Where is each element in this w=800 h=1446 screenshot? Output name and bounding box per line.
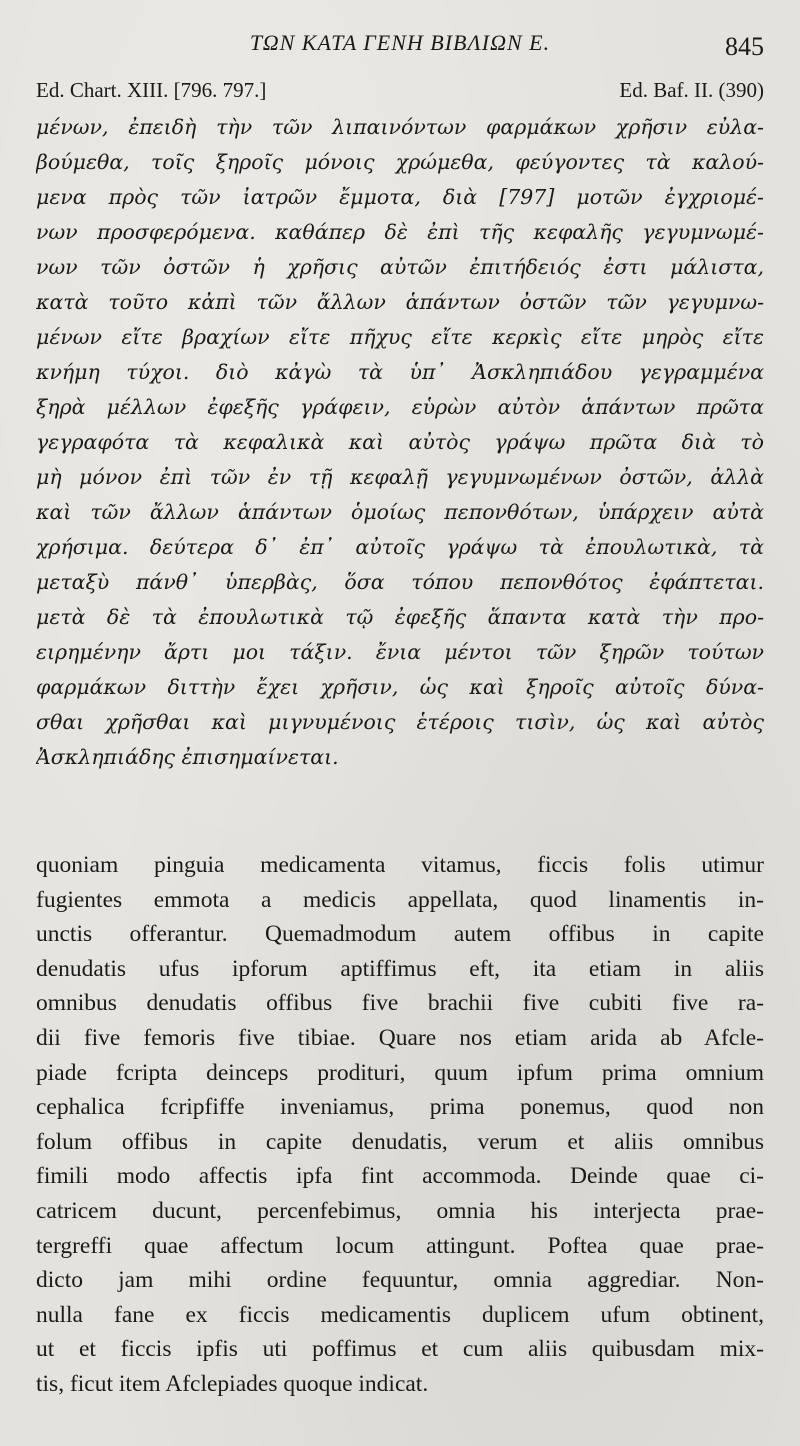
greek-line: ξηρὰ μέλλων ἐφεξῆς γράφειν, εὑρὼν αὐτὸν ἁπάντων πρῶτα: [36, 395, 764, 419]
latin-line: nulla fane ex ficcis medicamentis duplicem ufum obtinent,: [36, 1301, 764, 1328]
greek-line: σθαι χρῆσθαι καὶ μιγνυμένοις ἑτέροις τισὶν, ὡς καὶ αὐτὸς: [36, 710, 764, 734]
latin-line: omnibus denudatis offibus five brachii five cubiti five ra-: [36, 990, 764, 1017]
greek-line: μὴ μόνον ἐπὶ τῶν ἐν τῇ κεφαλῇ γεγυμνωμένων ὀστῶν, ἀλλὰ: [36, 465, 764, 489]
greek-line: μετὰ δὲ τὰ ἐπουλωτικὰ τῷ ἐφεξῆς ἅπαντα κατὰ τὴν προ-: [36, 605, 764, 629]
greek-line: μεταξὺ πάνθ᾽ ὑπερβὰς, ὅσα τόπου πεπονθότος ἐφάπτεται.: [36, 570, 764, 594]
latin-line: fugientes emmota a medicis appellata, quod linamentis in-: [36, 886, 764, 913]
edition-reference-line: [36, 78, 764, 106]
latin-text-block: [36, 848, 764, 1402]
edition-chart-reference: Ed. Chart. XIII. [796. 797.]: [36, 78, 267, 102]
latin-line: fimili modo affectis ipfa fint accommoda. Deinde quae ci-: [36, 1163, 764, 1190]
greek-line: μένων, ἐπειδὴ τὴν τῶν λιπαινόντων φαρμάκων χρῆσιν εὐλα-: [36, 115, 764, 139]
latin-line: dicto jam mihi ordine fequuntur, omnia aggrediar. Non-: [36, 1267, 764, 1294]
greek-line: γεγραφότα τὰ κεφαλικὰ καὶ αὐτὸς γράψω πρῶτα διὰ τὸ: [36, 430, 764, 454]
latin-line: ut et ficcis ipfis uti poffimus et cum aliis quibusdam mix-: [36, 1336, 764, 1363]
latin-line: dii five femoris five tibiae. Quare nos etiam arida ab Afcle-: [36, 1024, 764, 1051]
greek-line: καὶ τῶν ἄλλων ἁπάντων ὁμοίως πεπονθότων, ὑπάρχειν αὐτὰ: [36, 500, 764, 524]
greek-line: ειρημένην ἄρτι μοι τάξιν. ἔνια μέντοι τῶν ξηρῶν τούτων: [36, 640, 764, 664]
greek-line: μενα πρὸς τῶν ἰατρῶν ἔμμοτα, διὰ [797] μοτῶν ἐγχριομέ-: [36, 185, 764, 209]
greek-line: κατὰ τοῦτο κἀπὶ τῶν ἄλλων ἁπάντων ὀστῶν τῶν γεγυμνω-: [36, 290, 764, 314]
latin-line: catricem ducunt, percenfebimus, omnia his interjecta prae-: [36, 1197, 764, 1224]
greek-line: φαρμάκων διττὴν ἔχει χρῆσιν, ὡς καὶ ξηροῖς αὐτοῖς δύνα-: [36, 675, 764, 699]
greek-text-block: [36, 110, 764, 775]
latin-line: folum offibus in capite denudatis, verum et aliis omnibus: [36, 1128, 764, 1155]
running-title: ΤΩΝ ΚΑΤΑ ΓΕΝΗ ΒΙΒΛΙΩΝ Ε.: [249, 30, 551, 55]
page-number: 845: [725, 32, 764, 61]
greek-line: Ἀσκληπιάδης ἐπισημαίνεται.: [36, 745, 339, 769]
greek-line: βούμεθα, τοῖς ξηροῖς μόνοις χρώμεθα, φεύγοντες τὰ καλού-: [36, 150, 764, 174]
latin-line: tis, ficut item Afclepiades quoque indicat.: [36, 1370, 429, 1397]
latin-line: unctis offerantur. Quemadmodum autem offibus in capite: [36, 921, 764, 948]
latin-line: piade fcripta deinceps prodituri, quum ipfum prima omnium: [36, 1059, 764, 1086]
latin-line: tergreffi quae affectum locum attingunt. Poftea quae prae-: [36, 1232, 764, 1259]
latin-line: cephalica fcripfiffe inveniamus, prima ponemus, quod non: [36, 1094, 764, 1121]
greek-line: κνήμη τύχοι. διὸ κἀγὼ τὰ ὑπ᾽ Ἀσκληπιάδου γεγραμμένα: [36, 360, 764, 384]
latin-line: quoniam pinguia medicamenta vitamus, ficcis folis utimur: [36, 852, 764, 878]
greek-line: μένων εἴτε βραχίων εἴτε πῆχυς εἴτε κερκὶς εἴτε μηρὸς εἴτε: [36, 325, 764, 349]
greek-line: νων προσφερόμενα. καθάπερ δὲ ἐπὶ τῆς κεφαλῆς γεγυμνωμέ-: [36, 220, 764, 244]
greek-line: χρήσιμα. δεύτερα δ᾽ ἐπ᾽ αὐτοῖς γράψω τὰ ἐπουλωτικὰ, τὰ: [36, 535, 764, 559]
edition-basel-reference: Ed. Baf. II. (390): [619, 78, 764, 102]
greek-line: νων τῶν ὀστῶν ἡ χρῆσις αὐτῶν ἐπιτήδειός ἐστι μάλιστα,: [36, 255, 764, 279]
latin-line: denudatis ufus ipforum aptiffimus eft, ita etiam in aliis: [36, 955, 764, 982]
